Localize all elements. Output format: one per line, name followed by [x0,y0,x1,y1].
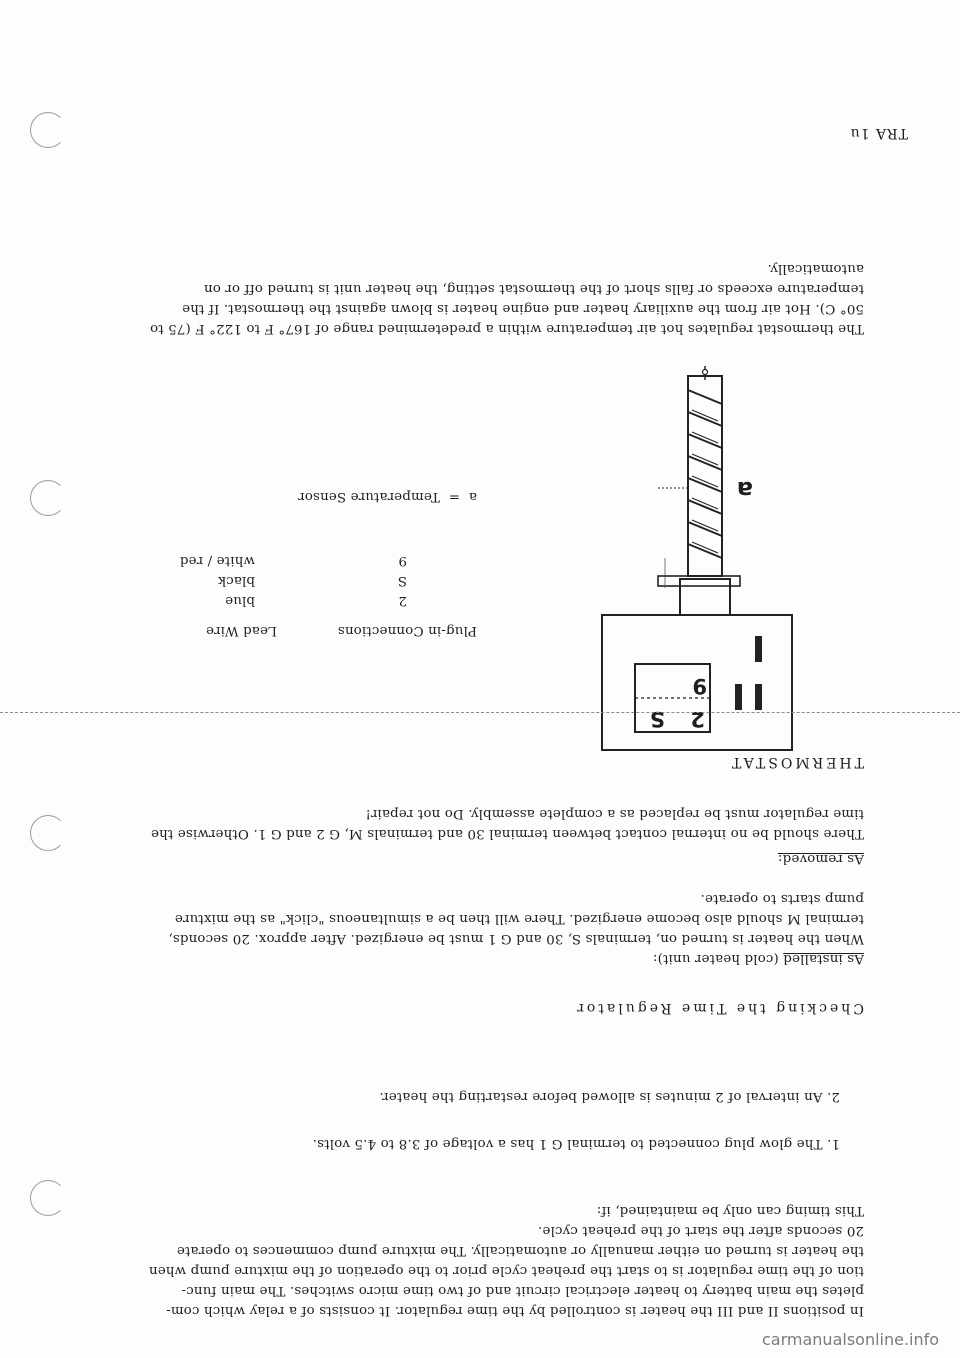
intro-line: tion of the time regulator is to start the preheat cycle prior to the operation of the mixture pump when [148,1263,864,1278]
table-header-row [147,620,477,640]
thermostat-description-line: automatically. [767,261,864,276]
table-cell-wire: white / red [179,553,255,568]
table-cell-wire: black [217,573,255,588]
installed-line: terminal M should also become energized. There will then be a simultaneous "click" as the mixture [174,911,864,926]
table-cell-connection: 2 [398,593,407,608]
removed-line: time regulator must be replaced as a complete assembly. Do not repair! [365,806,864,821]
intro-paragraph [149,1200,864,1320]
thermostat-heading: THERMOSTAT [729,754,864,770]
intro-line: This timing can only be maintained, if: [596,1203,864,1218]
thermostat-diagram [570,338,810,758]
condition-item: 2. An interval of 2 minutes is allowed before restarting the heater. [379,1089,840,1104]
intro-line: the heater is turned on either manually or automatically. The mixture pump commences to operate [176,1243,864,1258]
table-row [147,550,477,570]
terminal-label-s: S [649,707,665,731]
table-cell-connection: S [397,573,407,588]
installed-section [168,888,864,968]
table-header-connections: Plug-in Connections [337,623,477,638]
table-cell-wire: blue [224,593,255,608]
sensor-callout-label: a [736,476,753,504]
condition-item: 1. The glow plug connected to terminal G 1 has a voltage of 3.8 to 4.5 volts. [312,1136,840,1151]
installed-label: As installed [783,951,864,966]
thermostat-neck [680,579,730,615]
terminal-prong [755,684,762,710]
terminal-label-2: 2 [690,707,705,731]
sensor-coil [688,390,722,558]
intro-line: pletes the main battery to heater electrical circuit and of two time micro switches. The main func- [181,1283,864,1298]
checking-heading: Checking the Time Regulator [574,1000,864,1016]
removed-line: There should be no internal contact between terminal 30 and terminals M, G 2 and G 1. Otherwise the [150,826,864,841]
page-reference: TRA 1u [849,125,908,141]
section-divider [0,712,960,713]
terminal-label-9: 9 [692,674,707,698]
thermostat-description-line: The thermostat regulates hot air temperature within a predetermined range of 167° F to 122° F (75 to [149,321,864,336]
table-row [147,570,477,590]
removed-section [151,803,864,843]
removed-label: As removed: [777,851,864,866]
thermostat-description [150,258,864,338]
intro-line: In positions II and III the heater is controlled by the time regulator. It consists of a relay which com- [166,1303,864,1318]
diagram-legend: a = Temperature Sensor [298,489,477,504]
watermark: carmanualsonline.info [762,1330,940,1349]
table-header-lead-wire: Lead Wire [205,623,277,638]
table-row [147,590,477,610]
terminal-prong [735,684,742,710]
installed-suffix: (cold heater unit): [652,951,784,966]
intro-line: 20 seconds after the start of the preheat cycle. [537,1223,864,1238]
connections-table [147,550,477,640]
mounting-flange [658,576,740,586]
table-cell-connection: 9 [398,553,407,568]
thermostat-description-line: temperature exceeds or falls short of the thermostat setting, the heater unit is turned off or on [203,281,864,296]
installed-line: pump starts to operate. [700,891,864,906]
installed-line: When the heater is turned on, terminals S, 30 and G 1 must be energized. After approx. 20 seconds, [168,931,864,946]
terminal-prong [755,636,762,662]
installed-heading-line [168,948,864,968]
thermostat-description-line: 50° C). Hot air from the auxiliary heater and engine heater is blown against the thermostat. If the [182,301,864,316]
